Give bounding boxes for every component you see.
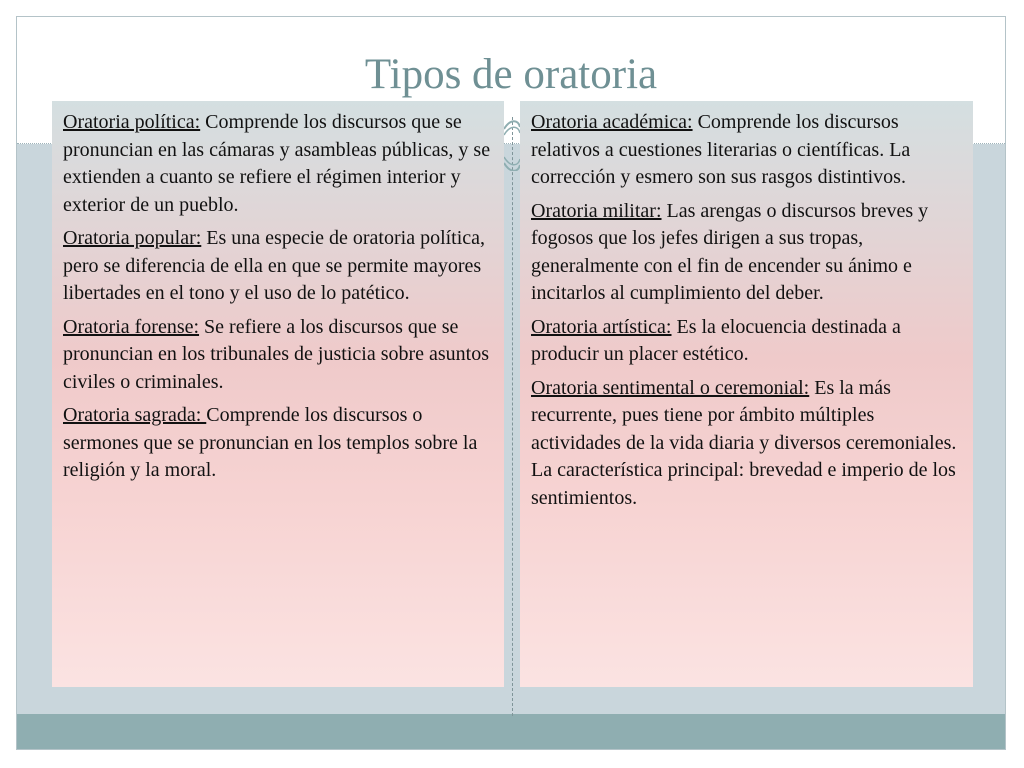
item-text: Es una especie de oratoria política, pero se diferencia de ella en que se permite mayores libertades en el tono y el uso de lo patético. xyxy=(63,227,486,304)
item-text: Las arengas o discursos breves y fogosos que los jefes dirigen a sus tropas, generalmente con el fin de encender su ánimo e incitarlos al cumplimiento del deber. xyxy=(531,199,929,304)
right-text-panel xyxy=(520,101,973,687)
list-item xyxy=(63,402,494,485)
item-term: Oratoria académica: xyxy=(531,111,693,133)
column-divider xyxy=(512,117,513,716)
list-item xyxy=(63,314,494,397)
left-text-panel xyxy=(52,101,504,687)
list-item xyxy=(531,198,963,308)
item-term: Oratoria sentimental o ceremonial: xyxy=(531,376,810,399)
item-term: Oratoria militar: xyxy=(531,199,662,222)
item-text: Comprende los discursos o sermones que se pronuncian en los templos sobre la religión y la moral. xyxy=(63,404,478,481)
list-item xyxy=(63,225,494,308)
footer-band xyxy=(17,714,1005,749)
list-item xyxy=(531,109,963,192)
item-text: Comprende los discursos relativos a cuestiones literarias o científicas. La corrección y esmero son sus rasgos distintivos. xyxy=(531,111,911,188)
item-term: Oratoria sagrada: xyxy=(63,404,207,426)
list-item xyxy=(531,314,963,369)
item-term: Oratoria popular: xyxy=(63,227,202,249)
item-text: Se refiere a los discursos que se pronuncian en los tribunales de justicia sobre asuntos civiles o criminales. xyxy=(63,315,490,393)
item-term: Oratoria artística: xyxy=(531,315,672,338)
list-item xyxy=(531,375,963,513)
item-text: Es la elocuencia destinada a producir un placer estético. xyxy=(531,315,901,365)
slide-title: Tipos de oratoria xyxy=(364,51,658,98)
item-text: Comprende los discursos que se pronuncian en las cámaras y asambleas públicas, y se extienden a cuanto se refiere el régimen interior y exterior de un pueblo. xyxy=(63,111,491,216)
list-item xyxy=(63,109,494,219)
item-text: Es la más recurrente, pues tiene por ámbito múltiples actividades de la vida diaria y diversos ceremoniales. La característica principal: brevedad e imperio de los sentimientos. xyxy=(531,376,957,509)
item-term: Oratoria forense: xyxy=(63,315,200,338)
item-term: Oratoria política: xyxy=(63,111,201,133)
slide xyxy=(16,16,1006,750)
